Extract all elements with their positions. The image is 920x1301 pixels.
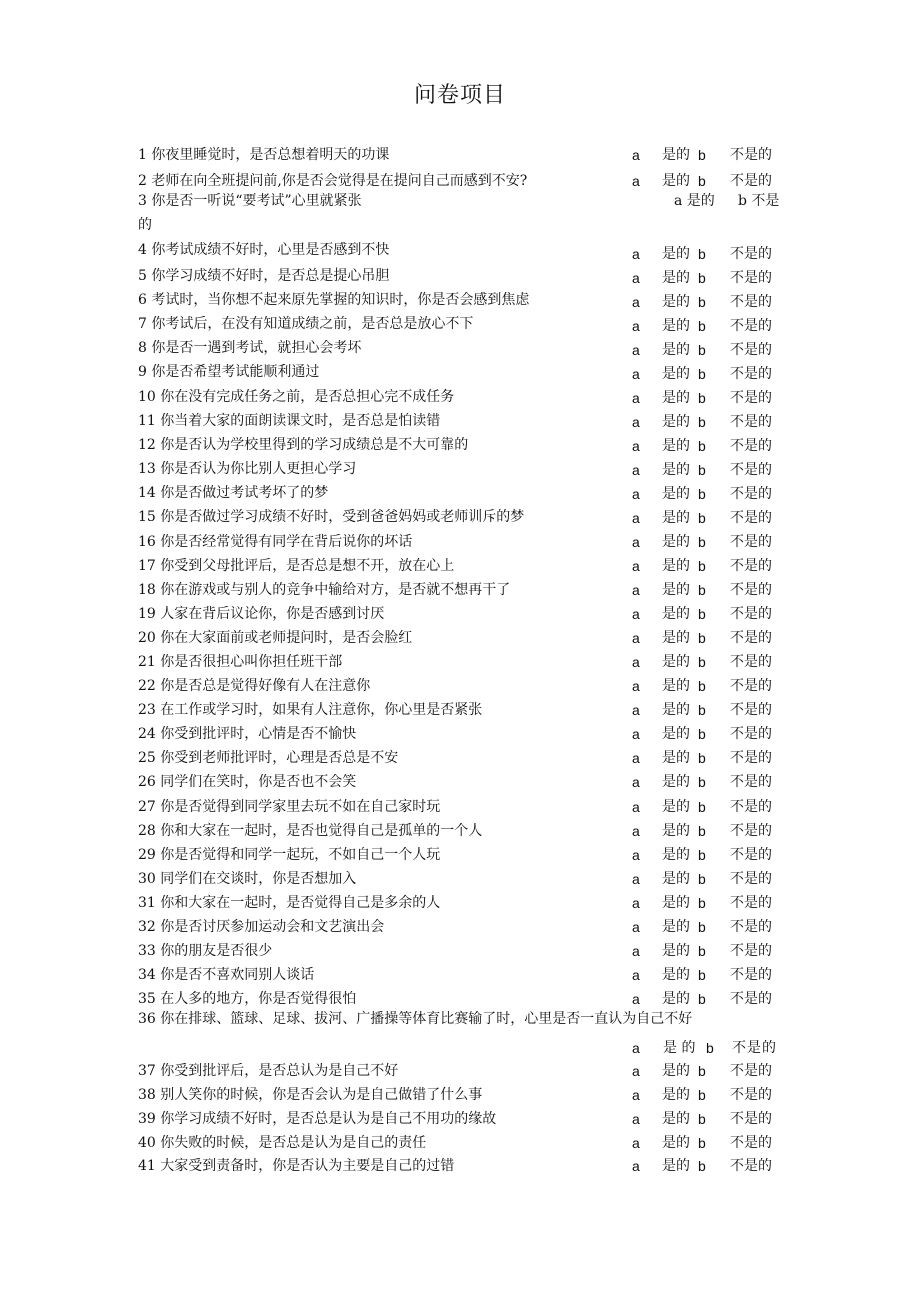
- option-b-letter: b: [698, 847, 706, 863]
- option-b-letter: b: [698, 173, 706, 189]
- question-text: 14 你是否做过考试考坏了的梦: [138, 485, 329, 501]
- option-b-label: 不是的: [730, 919, 772, 935]
- option-b-label: 不是的: [730, 943, 772, 959]
- option-a-letter: a: [632, 943, 640, 959]
- question-text: 21 你是否很担心叫你担任班干部: [138, 654, 343, 670]
- option-b-letter: b: [698, 799, 706, 815]
- option-b-letter: b: [698, 895, 706, 911]
- option-b-label: 不是的: [730, 342, 772, 358]
- option-a-letter: a: [632, 438, 640, 454]
- answer-options: [632, 534, 782, 550]
- answer-options: [632, 943, 782, 959]
- option-b-label: 不是的: [730, 534, 772, 550]
- answer-options: [632, 750, 782, 766]
- question-text: 31 你和大家在一起时，是否觉得自己是多余的人: [138, 895, 441, 911]
- option-b-letter: b: [698, 342, 706, 358]
- option-b-letter: b: [698, 702, 706, 718]
- option-b-letter: b: [698, 1135, 706, 1151]
- option-a-letter: a: [632, 1063, 640, 1079]
- option-b-letter: b: [698, 1087, 706, 1103]
- option-b-label: 不是的: [730, 774, 772, 790]
- option-b-label: 不是的: [730, 147, 772, 163]
- answer-options: [632, 774, 782, 790]
- question-text: 32 你是否讨厌参加运动会和文艺演出会: [138, 919, 385, 935]
- option-b-letter: b: [698, 750, 706, 766]
- option-b-label: 不是的: [730, 678, 772, 694]
- question-text: 36 你在排球、篮球、足球、拔河、广播操等体育比赛输了时，心里是否一直认为自己不好: [138, 1011, 693, 1027]
- option-a-letter: a: [632, 342, 640, 358]
- option-b-letter: b: [698, 582, 706, 598]
- option-a-letter: a: [632, 582, 640, 598]
- question-text: 17 你受到父母批评后，是否总是想不开，放在心上: [138, 558, 455, 574]
- option-a-label: 是的: [662, 991, 690, 1007]
- option-b-letter: b: [698, 1063, 706, 1079]
- answer-options: [632, 558, 782, 574]
- option-a-label: 是的: [662, 342, 690, 358]
- question-text: 11 你当着大家的面朗读课文时，是否总是怕读错: [138, 413, 441, 429]
- option-a-letter: a: [632, 318, 640, 334]
- answer-options: [632, 246, 782, 262]
- option-a-label: 是的: [662, 558, 690, 574]
- question-text: 1 你夜里睡觉时，是否总想着明天的功课: [138, 147, 390, 163]
- answer-options: [632, 895, 782, 911]
- option-a-label: 是的: [662, 270, 690, 286]
- option-b-inline: b 不是: [738, 193, 780, 209]
- option-a-label: 是的: [662, 1087, 690, 1103]
- option-b-letter: b: [698, 823, 706, 839]
- option-a-letter: a: [632, 1087, 640, 1103]
- option-b-letter: b: [698, 919, 706, 935]
- option-b-letter: b: [698, 246, 706, 262]
- option-b-letter: b: [698, 606, 706, 622]
- option-a-label: 是的: [662, 847, 690, 863]
- option-a-letter: a: [632, 823, 640, 839]
- question-text: 25 你受到老师批评时，心理是否总是不安: [138, 750, 399, 766]
- answer-options: [632, 702, 782, 718]
- option-a-letter: a: [632, 702, 640, 718]
- question-text: 7 你考试后，在没有知道成绩之前，是否总是放心不下: [138, 316, 474, 332]
- option-a-label: 是的: [662, 967, 690, 983]
- option-a-label: 是 的: [663, 1040, 696, 1056]
- option-a-label: 是的: [662, 943, 690, 959]
- option-a-letter: a: [632, 606, 640, 622]
- option-b-letter: b: [698, 678, 706, 694]
- question-text: 6 考试时，当你想不起来原先掌握的知识时，你是否会感到焦虑: [138, 292, 530, 308]
- option-b-label: 不是的: [730, 173, 772, 189]
- question-text: 2 老师在向全班提问前,你是否会觉得是在提问自己而感到不安?: [138, 173, 528, 189]
- option-a-label: 是的: [662, 173, 690, 189]
- option-a-letter: a: [632, 486, 640, 502]
- option-a-label: 是的: [662, 895, 690, 911]
- question-text: 13 你是否认为你比别人更担心学习: [138, 461, 357, 477]
- option-a-label: 是的: [662, 726, 690, 742]
- option-b-label: 不是的: [730, 510, 772, 526]
- option-b-label: 不是的: [730, 246, 772, 262]
- question-text: 8 你是否一遇到考试，就担心会考坏: [138, 340, 362, 356]
- option-a-inline: a 是的: [674, 193, 715, 209]
- answer-options: [632, 366, 782, 382]
- option-a-letter: a: [632, 390, 640, 406]
- option-a-label: 是的: [662, 823, 690, 839]
- option-a-letter: a: [632, 847, 640, 863]
- option-a-letter: a: [632, 1158, 640, 1174]
- question-text: 12 你是否认为学校里得到的学习成绩总是不大可靠的: [138, 437, 469, 453]
- question-text: 15 你是否做过学习成绩不好时，受到爸爸妈妈或老师训斥的梦: [138, 509, 525, 525]
- question-text: 37 你受到批评后，是否总认为是自己不好: [138, 1063, 399, 1079]
- answer-options: [632, 799, 782, 815]
- option-b-label: 不是的: [730, 486, 772, 502]
- option-b-letter: b: [698, 943, 706, 959]
- option-b-letter: b: [698, 294, 706, 310]
- option-b-label: 不是的: [730, 726, 772, 742]
- option-b-label: 不是的: [730, 871, 772, 887]
- answer-options: [632, 342, 782, 358]
- option-a-letter: a: [632, 534, 640, 550]
- option-a-letter: a: [632, 366, 640, 382]
- answer-options: [632, 582, 782, 598]
- option-b-label: 不是的: [730, 1135, 772, 1151]
- option-b-letter: b: [698, 510, 706, 526]
- option-b-label: 不是的: [730, 558, 772, 574]
- option-a-label: 是的: [662, 630, 690, 646]
- question-text: 20 你在大家面前或老师提问时，是否会脸红: [138, 630, 413, 646]
- option-b-label: 不是的: [730, 582, 772, 598]
- option-b-label: 不是的: [730, 1087, 772, 1103]
- option-a-letter: a: [632, 654, 640, 670]
- option-b-label: 不是的: [730, 630, 772, 646]
- option-a-letter: a: [632, 1111, 640, 1127]
- option-b-label: 不是的: [730, 318, 772, 334]
- option-b-label: 不是的: [730, 1158, 772, 1174]
- option-b-letter: b: [698, 438, 706, 454]
- option-a-label: 是的: [662, 462, 690, 478]
- option-a-letter: a: [632, 414, 640, 430]
- option-b-letter: b: [698, 270, 706, 286]
- answer-options: [632, 654, 782, 670]
- option-a-label: 是的: [662, 919, 690, 935]
- answer-options: [632, 871, 782, 887]
- option-b-letter: b: [698, 147, 706, 163]
- question-text: 40 你失败的时候，是否总是认为是自己的责任: [138, 1135, 427, 1151]
- answer-options: [632, 726, 782, 742]
- option-a-letter: a: [632, 750, 640, 766]
- answer-options: [632, 173, 782, 189]
- question-text: 18 你在游戏或与别人的竞争中输给对方，是否就不想再干了: [138, 582, 511, 598]
- answer-options: [632, 1087, 782, 1103]
- option-a-letter: a: [632, 630, 640, 646]
- option-b-label: 不是的: [730, 294, 772, 310]
- option-b-label: 不是的: [730, 702, 772, 718]
- answer-options: [632, 967, 782, 983]
- question-text-wrap: 的: [138, 217, 152, 233]
- option-b-label: 不是的: [730, 654, 772, 670]
- option-a-label: 是的: [662, 486, 690, 502]
- question-text: 29 你是否觉得和同学一起玩，不如自己一个人玩: [138, 847, 441, 863]
- option-a-letter: a: [632, 678, 640, 694]
- question-text: 33 你的朋友是否很少: [138, 943, 273, 959]
- option-a-letter: a: [632, 1040, 640, 1056]
- option-a-label: 是的: [662, 654, 690, 670]
- option-b-letter: b: [698, 390, 706, 406]
- option-a-letter: a: [632, 246, 640, 262]
- option-a-label: 是的: [662, 1063, 690, 1079]
- option-b-letter: b: [698, 871, 706, 887]
- option-a-label: 是的: [662, 294, 690, 310]
- option-a-letter: a: [632, 462, 640, 478]
- option-a-letter: a: [632, 871, 640, 887]
- question-text: 27 你是否觉得到同学家里去玩不如在自己家时玩: [138, 799, 441, 815]
- question-text: 24 你受到批评时，心情是否不愉快: [138, 726, 357, 742]
- option-a-label: 是的: [662, 799, 690, 815]
- option-b-label: 不是的: [730, 823, 772, 839]
- option-b-letter: b: [698, 318, 706, 334]
- option-b-letter: b: [698, 967, 706, 983]
- option-a-letter: a: [632, 173, 640, 189]
- option-b-letter: b: [698, 486, 706, 502]
- question-text: 9 你是否希望考试能顺利通过: [138, 364, 320, 380]
- question-text: 4 你考试成绩不好时，心里是否感到不快: [138, 242, 390, 258]
- option-b-letter: b: [698, 654, 706, 670]
- answer-options: [632, 294, 782, 310]
- option-b-letter: b: [698, 462, 706, 478]
- question-text: 5 你学习成绩不好时，是否总是提心吊胆: [138, 268, 390, 284]
- question-text: 30 同学们在交谈时，你是否想加入: [138, 871, 357, 887]
- answer-options: [632, 318, 782, 334]
- question-text: 10 你在没有完成任务之前，是否总担心完不成任务: [138, 389, 455, 405]
- answer-options: [632, 919, 782, 935]
- option-a-letter: a: [632, 895, 640, 911]
- option-a-letter: a: [632, 1135, 640, 1151]
- question-text: 28 你和大家在一起时，是否也觉得自己是孤单的一个人: [138, 823, 483, 839]
- option-a-label: 是的: [662, 1111, 690, 1127]
- answer-options: [632, 1111, 782, 1127]
- page-title: 问卷项目: [413, 83, 506, 108]
- option-a-label: 是的: [662, 390, 690, 406]
- option-a-label: 是的: [662, 702, 690, 718]
- answer-options: [632, 1158, 782, 1174]
- answer-options: [632, 147, 782, 163]
- answer-options: [632, 678, 782, 694]
- question-text: 34 你是否不喜欢同别人谈话: [138, 967, 315, 983]
- option-b-letter: b: [698, 1111, 706, 1127]
- question-text: 26 同学们在笑时，你是否也不会笑: [138, 774, 357, 790]
- option-b-letter: b: [698, 534, 706, 550]
- option-a-label: 是的: [662, 582, 690, 598]
- option-a-label: 是的: [662, 871, 690, 887]
- option-b-letter: b: [698, 991, 706, 1007]
- option-a-label: 是的: [662, 1135, 690, 1151]
- option-a-letter: a: [632, 558, 640, 574]
- question-text: 39 你学习成绩不好时，是否总是认为是自己不用功的缘故: [138, 1111, 497, 1127]
- question-text: 22 你是否总是觉得好像有人在注意你: [138, 678, 371, 694]
- option-a-label: 是的: [662, 510, 690, 526]
- option-b-label: 不是的: [730, 390, 772, 406]
- option-a-label: 是的: [662, 366, 690, 382]
- answer-options: [632, 270, 782, 286]
- option-a-label: 是的: [662, 318, 690, 334]
- option-b-label: 不是的: [730, 1063, 772, 1079]
- option-b-label: 不是的: [730, 606, 772, 622]
- answer-options: [632, 438, 782, 454]
- question-text: 3 你是否一听说“要考试”心里就紧张: [138, 193, 362, 209]
- answer-options: [632, 991, 782, 1007]
- option-b-label: 不是的: [730, 847, 772, 863]
- option-b-label: 不是的: [730, 462, 772, 478]
- question-text: 23 在工作或学习时，如果有人注意你，你心里是否紧张: [138, 702, 483, 718]
- option-a-label: 是的: [662, 606, 690, 622]
- option-a-label: 是的: [662, 246, 690, 262]
- option-a-letter: a: [632, 799, 640, 815]
- option-a-letter: a: [632, 270, 640, 286]
- option-a-label: 是的: [662, 678, 690, 694]
- answer-options: [632, 462, 782, 478]
- option-a-label: 是的: [662, 534, 690, 550]
- answer-options: [632, 630, 782, 646]
- answer-options: [632, 1135, 782, 1151]
- option-b-letter: b: [698, 630, 706, 646]
- question-text: 35 在人多的地方，你是否觉得很怕: [138, 991, 357, 1007]
- option-b-label: 不是的: [730, 750, 772, 766]
- option-a-letter: a: [632, 967, 640, 983]
- question-text: 16 你是否经常觉得有同学在背后说你的坏话: [138, 534, 413, 550]
- answer-options: [632, 823, 782, 839]
- option-b-label: 不是的: [730, 991, 772, 1007]
- option-a-letter: a: [632, 919, 640, 935]
- option-a-label: 是的: [662, 414, 690, 430]
- option-b-letter: b: [698, 726, 706, 742]
- option-b-letter: b: [698, 366, 706, 382]
- option-b-label: 不是的: [730, 799, 772, 815]
- option-a-label: 是的: [662, 1158, 690, 1174]
- question-text: 19 人家在背后议论你，你是否感到讨厌: [138, 606, 385, 622]
- option-b-label: 不是的: [730, 895, 772, 911]
- option-b-label: 不是的: [730, 366, 772, 382]
- answer-options: [632, 390, 782, 406]
- option-a-letter: a: [632, 991, 640, 1007]
- option-a-label: 是的: [662, 750, 690, 766]
- option-b-label: 不是的: [730, 967, 772, 983]
- option-a-letter: a: [632, 774, 640, 790]
- option-b-label: 不是的: [730, 1111, 772, 1127]
- option-a-letter: a: [632, 294, 640, 310]
- option-b-letter: b: [698, 1158, 706, 1174]
- option-a-letter: a: [632, 726, 640, 742]
- answer-options: [632, 486, 782, 502]
- option-a-label: 是的: [662, 147, 690, 163]
- option-b-label: 不是的: [732, 1040, 777, 1056]
- question-text: 38 别人笑你的时候，你是否会认为是自己做错了什么事: [138, 1087, 483, 1103]
- option-a-label: 是的: [662, 774, 690, 790]
- option-a-letter: a: [632, 510, 640, 526]
- answer-options: [632, 1063, 782, 1079]
- answer-options: [632, 606, 782, 622]
- answer-options: [632, 1040, 782, 1056]
- option-b-letter: b: [698, 558, 706, 574]
- option-b-label: 不是的: [730, 438, 772, 454]
- answer-options: [632, 847, 782, 863]
- answer-options: [632, 510, 782, 526]
- option-b-label: 不是的: [730, 414, 772, 430]
- question-text: 41 大家受到责备时，你是否认为主要是自己的过错: [138, 1158, 455, 1174]
- option-a-letter: a: [632, 147, 640, 163]
- option-b-label: 不是的: [730, 270, 772, 286]
- option-b-letter: b: [698, 414, 706, 430]
- option-b-letter: b: [706, 1040, 714, 1056]
- answer-options: [632, 414, 782, 430]
- option-b-letter: b: [698, 774, 706, 790]
- option-a-label: 是的: [662, 438, 690, 454]
